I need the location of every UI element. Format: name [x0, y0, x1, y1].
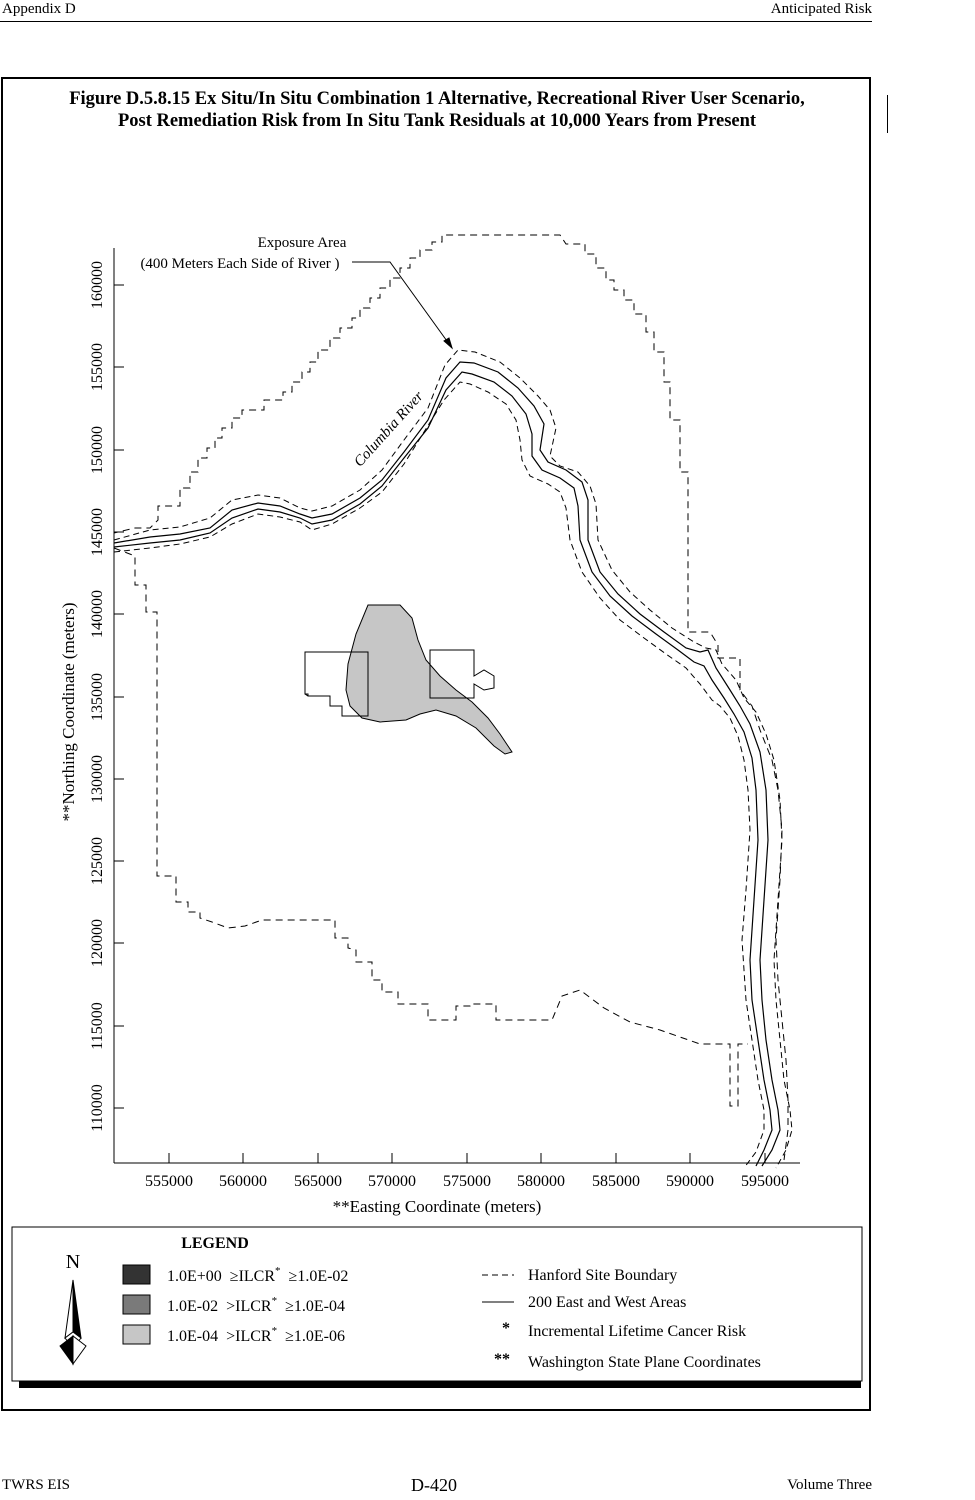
callout-arrowhead	[444, 338, 452, 348]
risk-class-star: *	[275, 1265, 281, 1277]
x-tick-label: 560000	[219, 1173, 267, 1190]
y-tick-label: 155000	[89, 343, 106, 391]
exposure-area-north	[114, 350, 792, 1168]
y-tick-label: 120000	[89, 919, 106, 967]
risk-class-left: 1.0E-04	[167, 1328, 219, 1345]
legend-item-label: Hanford Site Boundary	[528, 1267, 678, 1284]
y-axis-title	[59, 602, 78, 821]
x-tick-label: 580000	[517, 1173, 565, 1190]
risk-class-left: 1.0E-02	[167, 1298, 219, 1315]
footer-right: Volume Three	[787, 1477, 872, 1493]
exposure-area-south	[114, 382, 764, 1168]
y-tick-label: 125000	[89, 837, 106, 885]
y-tick-label: 115000	[89, 1002, 106, 1050]
x-tick-label: 575000	[443, 1173, 491, 1190]
x-tick-label: 595000	[741, 1173, 789, 1190]
risk-class-left: 1.0E+00	[167, 1268, 222, 1285]
legend-item-label: 200 East and West Areas	[528, 1294, 687, 1311]
y-tick-label: 135000	[89, 673, 106, 721]
risk-class-star: *	[271, 1295, 278, 1307]
figure-title-line2: Post Remediation Risk from In Situ Tank Residuals at 10,000 Years from Present	[117, 111, 757, 131]
map	[59, 235, 800, 1216]
risk-class-right: ≥1.0E-04	[285, 1298, 345, 1315]
x-axis-ticks	[169, 1153, 765, 1163]
x-axis-title	[333, 1197, 542, 1216]
legend-asterisk-symbol: *	[502, 1320, 510, 1337]
risk-plume	[346, 605, 512, 754]
x-axis-title-text: Easting Coordinate (meters)	[349, 1197, 542, 1216]
risk-class-row	[167, 1325, 345, 1345]
risk-class-star: *	[271, 1325, 278, 1337]
x-tick-label: 570000	[368, 1173, 416, 1190]
north-symbol: N	[65, 1251, 81, 1273]
legend-title: LEGEND	[181, 1235, 249, 1252]
legend-double-asterisk-symbol: **	[494, 1351, 510, 1368]
columbia-river-bank-south	[114, 372, 772, 1166]
risk-swatch-high	[123, 1265, 150, 1284]
y-axis-ticks	[114, 285, 124, 1108]
risk-class-op: ≥ILCR	[229, 1268, 276, 1285]
x-tick-label: 590000	[666, 1173, 714, 1190]
y-tick-label: 140000	[89, 590, 106, 638]
x-tick-label: 565000	[294, 1173, 342, 1190]
x-axis-title-prefix: **	[332, 1197, 350, 1216]
y-tick-label: 145000	[89, 508, 106, 556]
y-axis-tick-labels	[89, 261, 106, 1132]
risk-class-row	[167, 1265, 348, 1285]
callout-exposure-detail: (400 Meters Each Side of River )	[140, 256, 340, 272]
y-axis-title-text: Northing Coordinate (meters)	[59, 602, 78, 805]
x-tick-label: 555000	[145, 1173, 193, 1190]
callout-leader-line	[352, 262, 452, 348]
legend-item-label: Incremental Lifetime Cancer Risk	[528, 1323, 747, 1340]
x-axis-tick-labels	[145, 1173, 789, 1190]
footer-left: TWRS EIS	[2, 1477, 70, 1493]
risk-swatch-low	[123, 1325, 150, 1344]
risk-class-op: >ILCR	[226, 1328, 272, 1345]
y-tick-label: 110000	[89, 1084, 106, 1132]
river-label: Columbia River	[351, 388, 427, 471]
y-tick-label: 160000	[89, 261, 106, 309]
risk-class-right: ≥1.0E-06	[285, 1328, 345, 1345]
columbia-river-bank-north	[114, 362, 780, 1166]
figure-title-line1: Figure D.5.8.15 Ex Situ/In Situ Combination 1 Alternative, Recreational River User Scenario,	[69, 89, 805, 109]
header-right: Anticipated Risk	[770, 1, 872, 17]
x-tick-label: 585000	[592, 1173, 640, 1190]
callout-exposure-area: Exposure Area	[257, 235, 347, 251]
risk-swatch-medium	[123, 1295, 150, 1314]
footer-page-number: D-420	[411, 1475, 457, 1495]
legend-item-label: Washington State Plane Coordinates	[528, 1354, 761, 1371]
y-axis-title-prefix: **	[59, 804, 78, 822]
risk-class-op: >ILCR	[226, 1298, 272, 1315]
risk-class-right: ≥1.0E-02	[288, 1268, 349, 1285]
header-left: Appendix D	[2, 1, 76, 17]
y-tick-label: 150000	[89, 426, 106, 474]
legend	[12, 1227, 862, 1388]
risk-class-row	[167, 1295, 345, 1315]
y-tick-label: 130000	[89, 755, 106, 803]
